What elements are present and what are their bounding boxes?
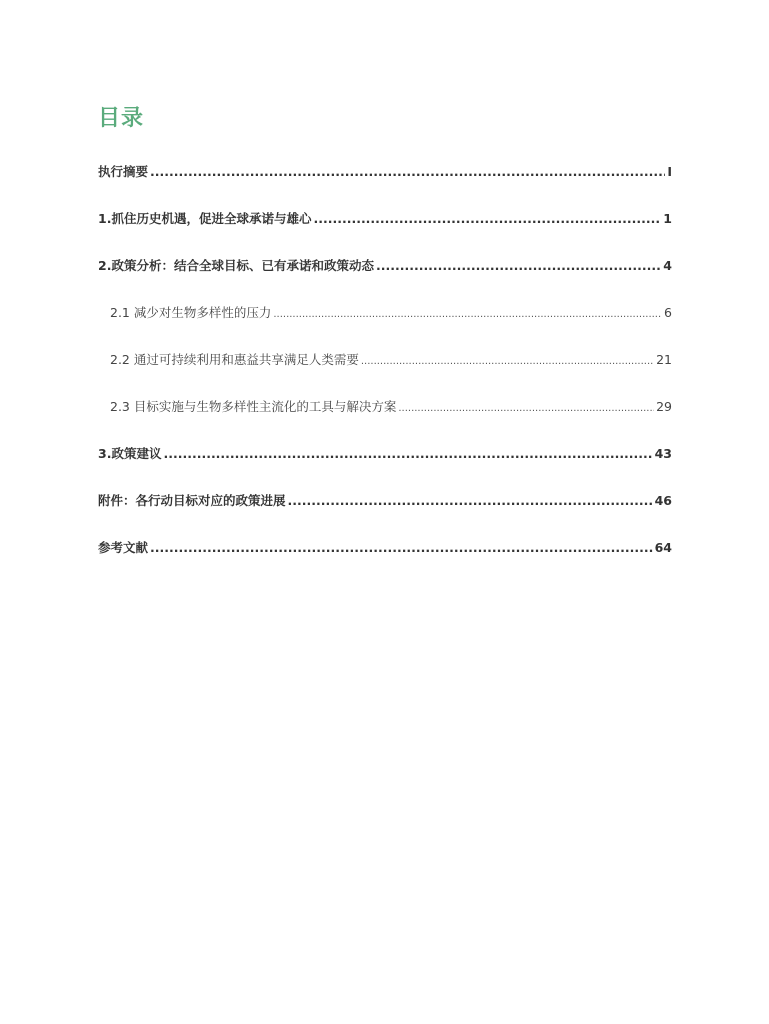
toc-leader-dots [361, 356, 654, 367]
toc-entry-label: 2.1 减少对生物多样性的压力 [110, 305, 272, 320]
toc-leader-dots [313, 211, 661, 226]
toc-entry-executive-summary[interactable] [98, 162, 672, 209]
toc-entry-label: 2.2 通过可持续利用和惠益共享满足人类需要 [110, 352, 359, 367]
toc-leader-dots [150, 164, 665, 179]
toc-leader-dots [288, 493, 653, 508]
toc-entry-label: 1.抓住历史机遇，促进全球承诺与雄心 [98, 211, 312, 226]
toc-entry-section-2-1[interactable] [98, 303, 672, 350]
toc-entry-label: 3.政策建议 [98, 446, 162, 461]
toc-entry-appendix[interactable] [98, 491, 672, 538]
toc-entry-page: 21 [656, 352, 672, 367]
toc-entry-page: 4 [663, 258, 672, 273]
toc-entry-label: 2.3 目标实施与生物多样性主流化的工具与解决方案 [110, 399, 397, 414]
toc-entry-page: 64 [654, 540, 672, 555]
toc-entry-page: I [667, 164, 672, 179]
toc-entry-label: 附件：各行动目标对应的政策进展 [98, 493, 286, 508]
toc-title: 目录 [98, 106, 145, 131]
toc-entry-page: 29 [656, 399, 672, 414]
toc-leader-dots [163, 446, 652, 461]
toc-entry-references[interactable] [98, 538, 672, 585]
toc-entry-section-2-2[interactable] [98, 350, 672, 397]
toc-leader-dots [273, 309, 662, 320]
toc-entry-page: 43 [654, 446, 672, 461]
toc-entry-page: 1 [663, 211, 672, 226]
toc-entry-page: 46 [654, 493, 672, 508]
toc-entry-label: 执行摘要 [98, 164, 149, 179]
toc-entry-chapter-3[interactable] [98, 444, 672, 491]
toc-list [98, 162, 672, 585]
toc-entry-chapter-1[interactable] [98, 209, 672, 256]
toc-entry-label: 参考文献 [98, 540, 149, 555]
toc-entry-label: 2.政策分析：结合全球目标、已有承诺和政策动态 [98, 258, 374, 273]
toc-leader-dots [398, 403, 654, 414]
toc-entry-page: 6 [664, 305, 672, 320]
toc-leader-dots [150, 540, 653, 555]
toc-entry-chapter-2[interactable] [98, 256, 672, 303]
toc-leader-dots [376, 258, 661, 273]
toc-entry-section-2-3[interactable] [98, 397, 672, 444]
